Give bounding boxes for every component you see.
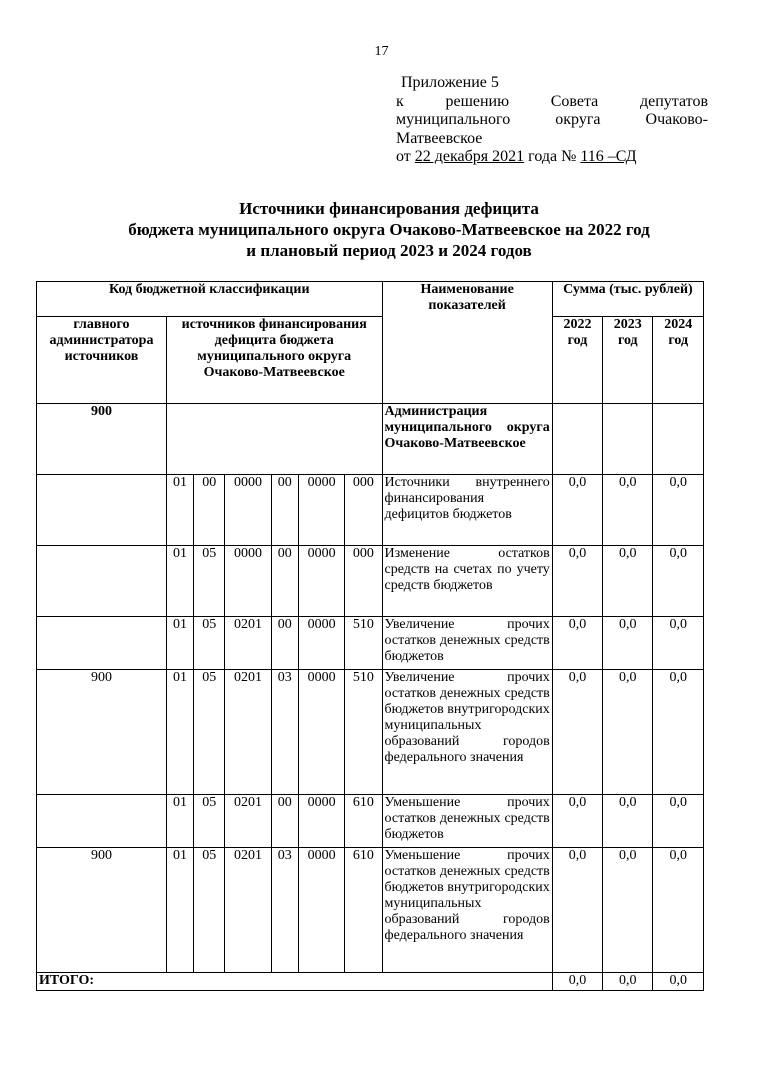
table-row [37, 848, 704, 973]
row-code-part: 01 [166, 546, 193, 617]
row-name: Увеличение прочих остатков денежных средств бюджетов внутригородских муниципальных образований городов федерального значения [382, 670, 552, 795]
row-value-2023: 0,0 [603, 617, 653, 670]
row-code-part: 0000 [298, 546, 344, 617]
row-name: Источники внутреннего финансирования дефицитов бюджетов [382, 475, 552, 546]
document-heading [0, 198, 763, 261]
row-code-part: 01 [166, 670, 193, 795]
date-mid: года № [528, 148, 577, 165]
row-code-part: 01 [166, 848, 193, 973]
row-code-part: 510 [345, 670, 382, 795]
row-value-2022: 0,0 [552, 795, 602, 848]
total-value-2022: 0,0 [552, 973, 602, 991]
header-year-2024: 2024 год [653, 317, 704, 404]
row-code-part: 05 [194, 848, 225, 973]
appendix-block [396, 74, 708, 167]
appendix-line-1: к решению Совета депутатов [396, 92, 708, 110]
total-label: ИТОГО: [37, 973, 553, 991]
heading-line-3: и плановый период 2023 и 2024 годов [246, 241, 532, 260]
admin-name: Администрация муниципального округа Очаково-Матвеевское [382, 404, 552, 475]
row-code-part: 0201 [225, 670, 271, 795]
table-row [37, 475, 704, 546]
row-code-part: 0000 [225, 546, 271, 617]
admin-v2022 [552, 404, 602, 475]
row-admin-code [37, 617, 167, 670]
row-value-2024: 0,0 [653, 546, 704, 617]
row-admin-code [37, 546, 167, 617]
row-value-2023: 0,0 [603, 546, 653, 617]
row-value-2024: 0,0 [653, 848, 704, 973]
row-code-part: 05 [194, 546, 225, 617]
header-name: Наименование показателей [382, 282, 552, 404]
row-code-part: 0201 [225, 848, 271, 973]
table-row [37, 546, 704, 617]
admin-row [37, 404, 704, 475]
header-sum: Сумма (тыс. рублей) [552, 282, 703, 317]
row-name: Изменение остатков средств на счетах по учету средств бюджетов [382, 546, 552, 617]
row-code-part: 0201 [225, 795, 271, 848]
table-row [37, 670, 704, 795]
header-year-2023: 2023 год [603, 317, 653, 404]
row-code-part: 610 [345, 848, 382, 973]
date-prefix: от [396, 148, 411, 165]
table-row [37, 617, 704, 670]
row-admin-code: 900 [37, 848, 167, 973]
heading-line-2: бюджета муниципального округа Очаково-Матвеевское на 2022 год [128, 220, 650, 239]
row-admin-code [37, 475, 167, 546]
table-row [37, 795, 704, 848]
budget-table [36, 281, 704, 991]
row-code-part: 0000 [298, 670, 344, 795]
row-code-part: 0201 [225, 617, 271, 670]
page-number: 17 [374, 44, 389, 59]
row-code-part: 05 [194, 670, 225, 795]
heading-line-1: Источники финансирования дефицита [239, 199, 539, 218]
decision-number: 116 –СД [580, 148, 637, 165]
row-code-part: 0000 [225, 475, 271, 546]
row-code-part: 00 [194, 475, 225, 546]
row-name: Уменьшение прочих остатков денежных средств бюджетов внутригородских муниципальных образований городов федерального значения [382, 848, 552, 973]
row-code-part: 05 [194, 795, 225, 848]
total-row [37, 973, 704, 991]
admin-v2023 [603, 404, 653, 475]
row-name: Увеличение прочих остатков денежных средств бюджетов [382, 617, 552, 670]
header-year-2022: 2022 год [552, 317, 602, 404]
row-value-2024: 0,0 [653, 475, 704, 546]
row-code-part: 610 [345, 795, 382, 848]
row-value-2023: 0,0 [603, 475, 653, 546]
row-value-2024: 0,0 [653, 670, 704, 795]
row-code-part: 03 [271, 848, 298, 973]
row-code-part: 00 [271, 546, 298, 617]
row-code-part: 0000 [298, 617, 344, 670]
header-admin: главного администратора источников [37, 317, 167, 404]
row-value-2023: 0,0 [603, 848, 653, 973]
row-code-part: 0000 [298, 795, 344, 848]
row-code-part: 000 [345, 546, 382, 617]
row-code-part: 00 [271, 617, 298, 670]
row-code-part: 00 [271, 795, 298, 848]
row-value-2022: 0,0 [552, 670, 602, 795]
row-code-part: 01 [166, 795, 193, 848]
header-row-2 [37, 317, 704, 334]
row-value-2024: 0,0 [653, 617, 704, 670]
row-code-part: 01 [166, 475, 193, 546]
decision-date: 22 декабря 2021 [414, 148, 525, 165]
row-value-2023: 0,0 [603, 795, 653, 848]
row-code-part: 03 [271, 670, 298, 795]
appendix-date-line [396, 148, 708, 167]
header-row-1 [37, 282, 704, 317]
admin-v2024 [653, 404, 704, 475]
row-code-part: 00 [271, 475, 298, 546]
row-value-2024: 0,0 [653, 795, 704, 848]
appendix-title: Приложение 5 [401, 74, 499, 91]
total-value-2024: 0,0 [653, 973, 704, 991]
row-name: Уменьшение прочих остатков денежных средств бюджетов [382, 795, 552, 848]
row-code-part: 0000 [298, 475, 344, 546]
row-value-2022: 0,0 [552, 617, 602, 670]
row-code-part: 0000 [298, 848, 344, 973]
row-value-2022: 0,0 [552, 475, 602, 546]
admin-code-empty [166, 404, 382, 475]
header-code: Код бюджетной классификации [37, 282, 383, 317]
total-value-2023: 0,0 [603, 973, 653, 991]
admin-code: 900 [37, 404, 167, 475]
row-code-part: 000 [345, 475, 382, 546]
row-code-part: 05 [194, 617, 225, 670]
row-value-2023: 0,0 [603, 670, 653, 795]
row-value-2022: 0,0 [552, 848, 602, 973]
header-sources: источников финансирования дефицита бюджета муниципального округа Очаково-Матвеевское [166, 317, 382, 404]
appendix-line-3: Матвеевское [396, 129, 483, 147]
row-admin-code: 900 [37, 670, 167, 795]
row-code-part: 510 [345, 617, 382, 670]
row-code-part: 01 [166, 617, 193, 670]
appendix-line-2: муниципального округа Очаково- [396, 111, 708, 128]
row-value-2022: 0,0 [552, 546, 602, 617]
row-admin-code [37, 795, 167, 848]
